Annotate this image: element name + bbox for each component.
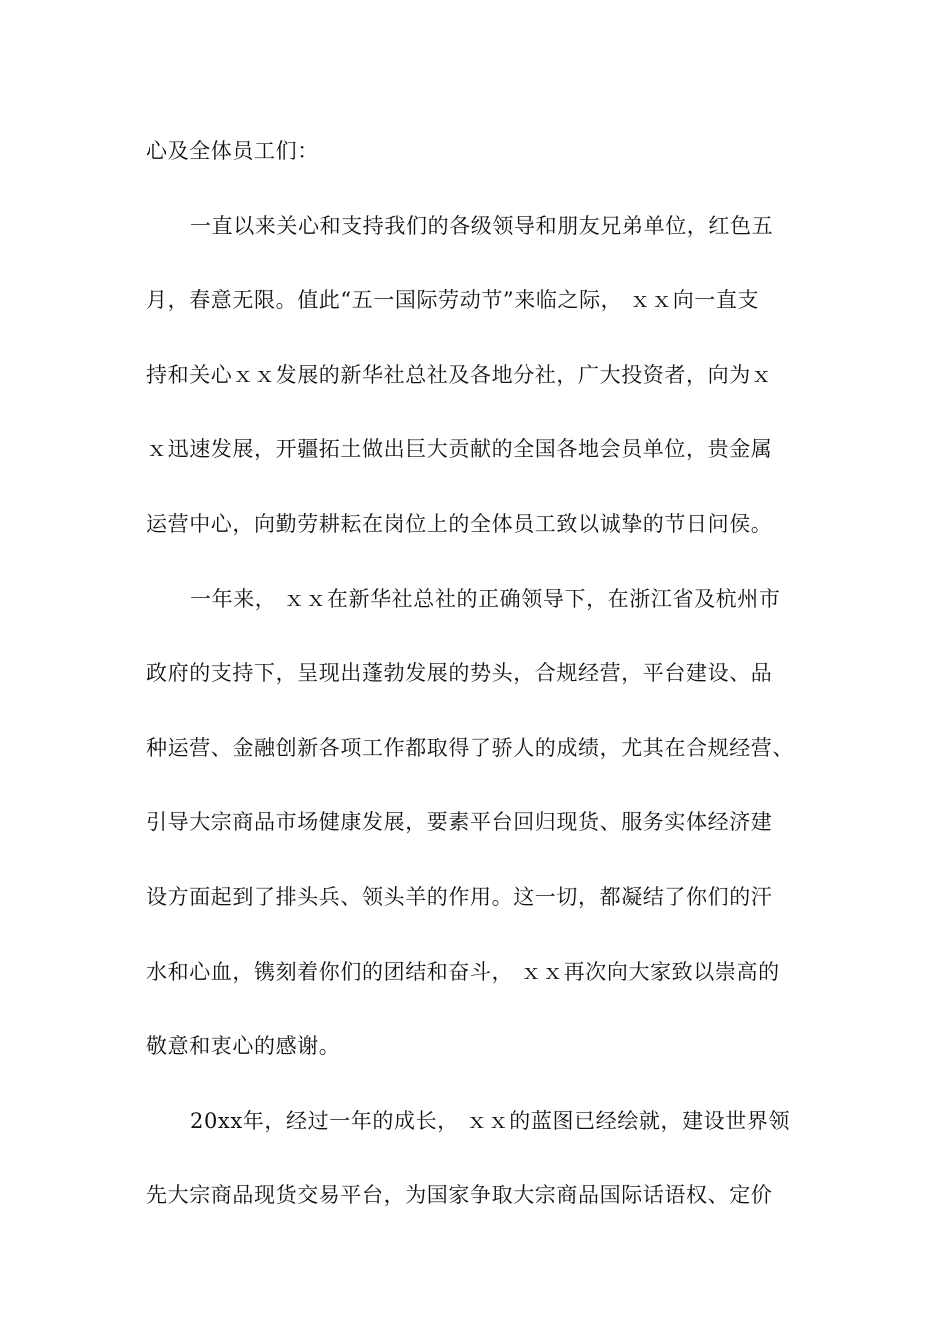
body-line: ｘ迅速发展，开疆拓土做出巨大贡献的全国各地会员单位，贵金属 [146, 437, 773, 462]
body-line: 月，春意无限。值此“五一国际劳动节”来临之际， ｘｘ向一直支 [146, 288, 760, 313]
document-body [146, 130, 846, 1249]
paragraph-start-line: 20xx年，经过一年的成长， ｘｘ的蓝图已经绘就，建设世界领 [190, 1108, 791, 1133]
body-line: 设方面起到了排头兵、领头羊的作用。这一切，都凝结了你们的汗 [146, 884, 773, 909]
body-line: 持和关心ｘｘ发展的新华社总社及各地分社，广大投资者，向为ｘ [146, 362, 773, 387]
body-line: 种运营、金融创新各项工作都取得了骄人的成绩，尤其在合规经营、 [146, 735, 794, 760]
paragraph-start-line: 一年来， ｘｘ在新华社总社的正确领导下，在浙江省及杭州市 [190, 586, 781, 611]
body-line: 心及全体员工们： [146, 139, 319, 163]
body-line: 先大宗商品现货交易平台，为国家争取大宗商品国际话语权、定价 [146, 1183, 773, 1208]
body-line: 引导大宗商品市场健康发展，要素平台回归现货、服务实体经济建 [146, 810, 773, 835]
body-line: 运营中心，向勤劳耕耘在岗位上的全体员工致以诚挚的节日问侯。 [146, 511, 773, 536]
body-line: 敬意和衷心的感谢。 [146, 1034, 341, 1059]
body-line: 政府的支持下，呈现出蓬勃发展的势头，合规经营，平台建设、品 [146, 661, 773, 686]
body-line: 水和心血，镌刻着你们的团结和奋斗， ｘｘ再次向大家致以崇高的 [146, 959, 780, 984]
paragraph-start-line: 一直以来关心和支持我们的各级领导和朋友兄弟单位，红色五 [190, 213, 774, 238]
